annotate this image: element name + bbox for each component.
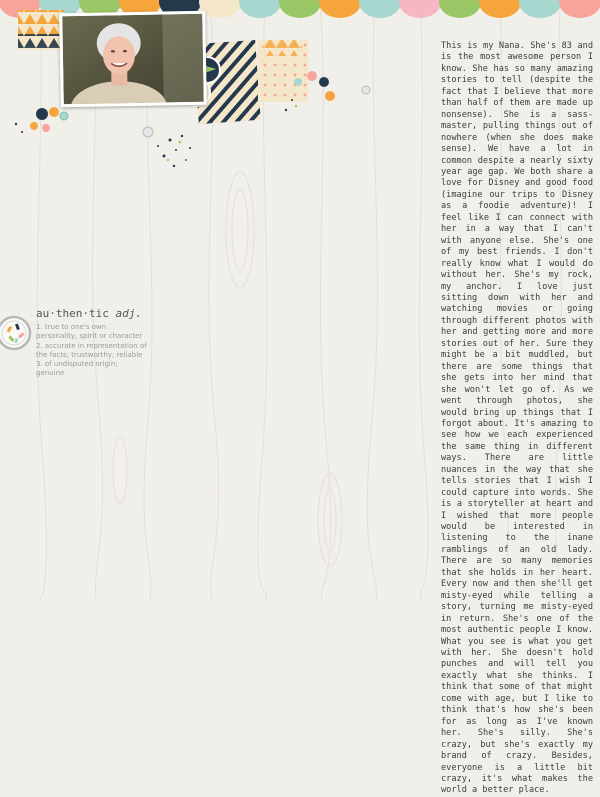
definition-word	[36, 307, 142, 320]
journal-text: This is my Nana. She's 83 and is the most awesome person I know. She has so many amazing stories to tell (despite the fact that I believe that more than half of them are made up nonsense). She is a sass-master, pulling things out of nowhere (when she does make sense). We have a lot in common despite a nearly sixty year age gap. We both share a love for Disney and good food (imagine our trips to Disney as a foodie adventure)! I feel like I can connect with her in a way that I can't with anyone else. She's one of my best friends. I don't really know what I would do without her. She's my rock, my anchor. I love just sitting down with her and watching movies or going through different photos with her and getting more and more stories out of her. Sure they might be a bit muddled, but there are some things that she gets into her mind that she won't let go of. As we went through photos, she would bring up things that I forgot about. It's amazing to see how we each experienced the same thing in different ways. There are little nuances in the way that she tells stories that I wish I could capture into words. She is a storyteller at heart and I wished that more people would be interested in listening to the inane ramblings of an old lady. There are so many memories that she holds in her heart. Every now and then she'll get misty-eyed while telling a story, turning me misty-eyed in return. She's one of the most authentic people I know. What you see is what you get with her. She doesn't hold punches and will tell you exactly what she thinks. I think that some of that might come with age, but I like to think that's how she's been for as long as I've known her. She's silly. She's crazy, but she's exactly my brand of crazy. Besides, everyone is a little bit crazy, it's what makes the world a better place.	[441, 41, 593, 796]
scallop	[559, 0, 600, 18]
portrait-photo	[59, 11, 207, 108]
scallop	[439, 0, 481, 18]
confetti-badge-icon	[0, 312, 34, 354]
scallop	[519, 0, 561, 18]
scallop	[399, 0, 441, 18]
definition-headword: au·then·tic	[36, 307, 109, 320]
scallop	[479, 0, 521, 18]
definition-text: 1. true to one's own personality, spirit or character 2. accurate in representation of the facts; trustworthy; reliable 3. of undisputed origin; genuine	[36, 323, 147, 378]
definition-part-of-speech: adj.	[115, 307, 142, 320]
